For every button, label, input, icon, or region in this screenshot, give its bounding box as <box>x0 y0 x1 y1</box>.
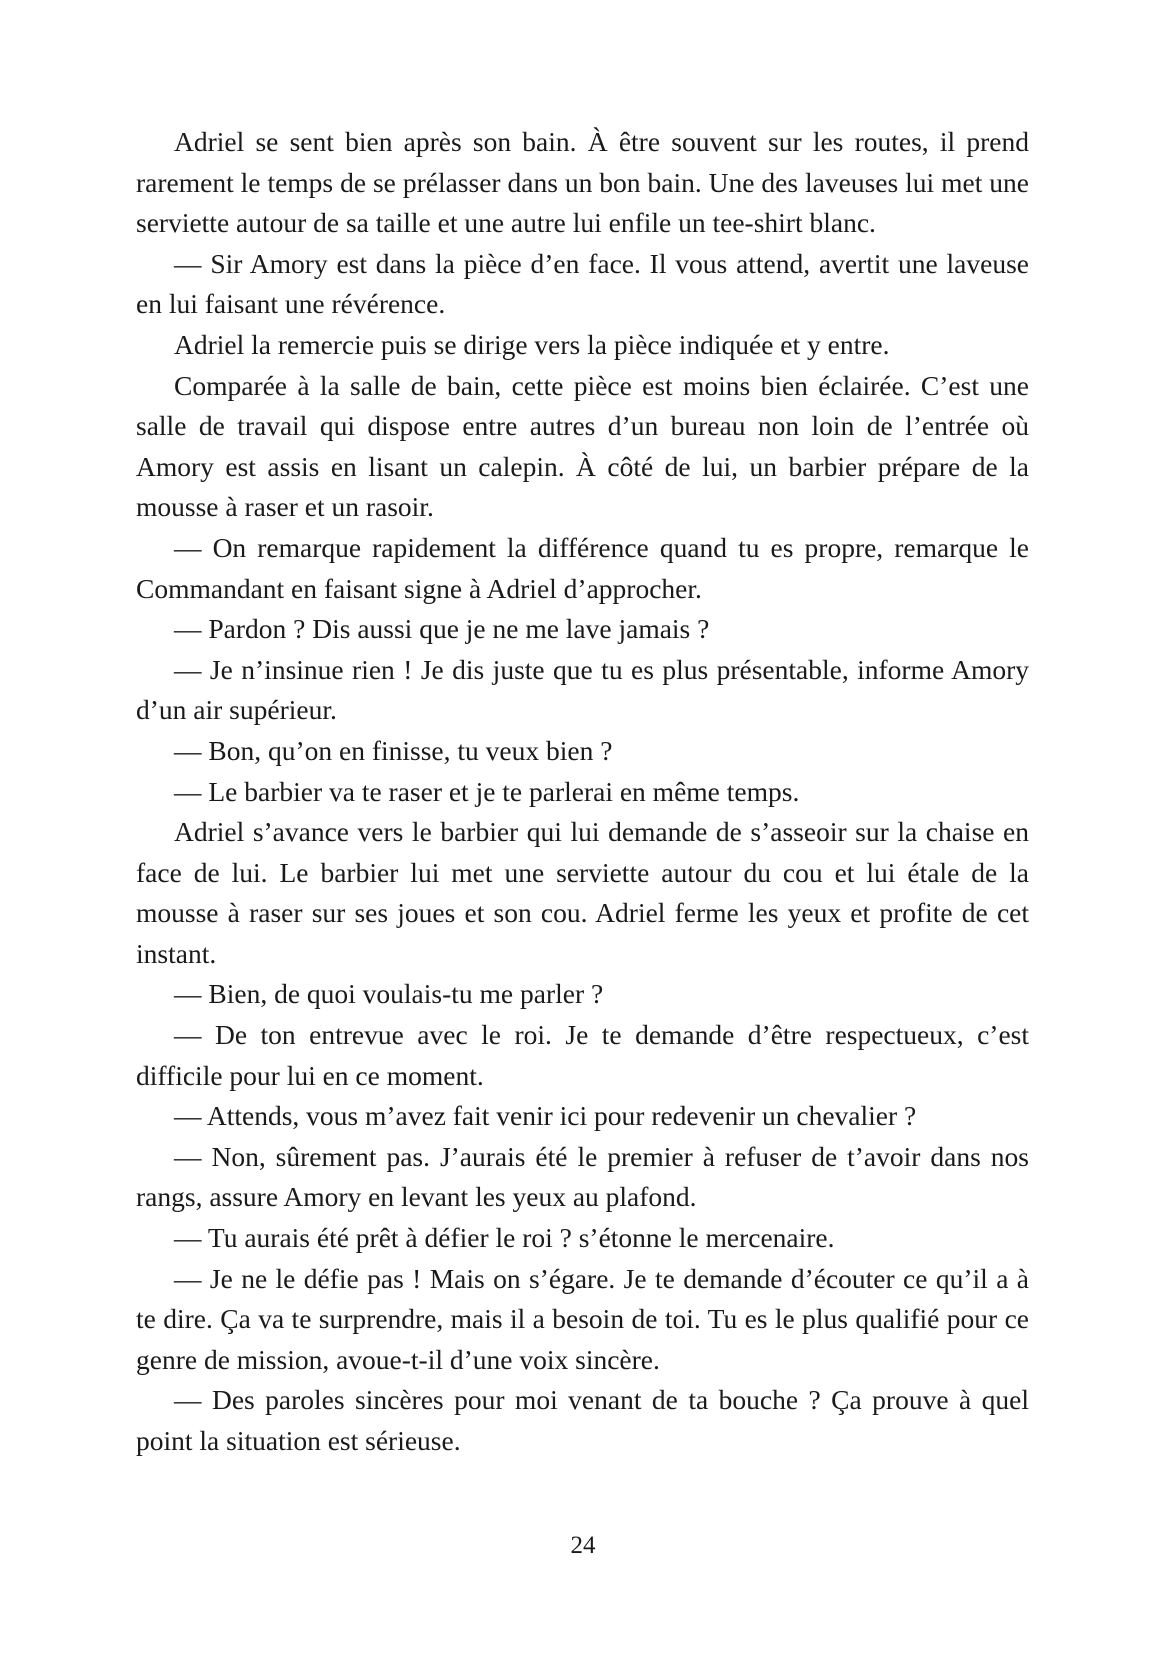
paragraph: — Je ne le défie pas ! Mais on s’égare. Je te demande d’écouter ce qu’il a à te dire. Ça va te surprendre, mais il a besoin de toi. Tu es le plus qualifié pour ce genre de mission, avoue-t-il d’une voix sincère. <box>136 1262 1029 1375</box>
paragraph: — Non, sûrement pas. J’aurais été le premier à refuser de t’avoir dans nos rangs, assure Amory en levant les yeux au plafond. <box>136 1140 1029 1213</box>
paragraph: — Je n’insinue rien ! Je dis juste que tu es plus présentable, informe Amory d’un air supérieur. <box>136 653 1029 726</box>
page-number: 24 <box>570 1532 596 1559</box>
paragraph: Adriel s’avance vers le barbier qui lui demande de s’asseoir sur la chaise en face de lui. Le barbier lui met une serviette autour du cou et lui étale de la mousse à raser sur ses joues et son cou. Adriel ferme les yeux et profite de cet instant. <box>136 816 1029 969</box>
paragraph: — De ton entrevue avec le roi. Je te demande d’être respectueux, c’est difficile pour lui en ce moment. <box>136 1019 1029 1091</box>
paragraph: Adriel se sent bien après son bain. À être souvent sur les routes, il prend rarement le temps de se prélasser dans un bon bain. Une des laveuses lui met une serviette autour de sa taille et une autre lui enfile un tee-shirt blanc. <box>136 126 1029 239</box>
paragraph: Adriel la remercie puis se dirige vers la pièce indiquée et y entre. <box>174 328 890 360</box>
body-text <box>136 122 1029 1462</box>
paragraph: — Pardon ? Dis aussi que je ne me lave jamais ? <box>174 613 710 645</box>
paragraph: — Attends, vous m’avez fait venir ici pour redevenir un chevalier ? <box>174 1100 917 1132</box>
paragraph: — Sir Amory est dans la pièce d’en face. Il vous attend, avertit une laveuse en lui faisant une révérence. <box>136 247 1029 320</box>
paragraph: — Bien, de quoi voulais-tu me parler ? <box>174 978 604 1010</box>
paragraph: — Des paroles sincères pour moi venant de ta bouche ? Ça prouve à quel point la situation est sérieuse. <box>136 1384 1029 1456</box>
paragraph: — Le barbier va te raser et je te parlerai en même temps. <box>174 775 800 807</box>
paragraph: — Tu aurais été prêt à défier le roi ? s’étonne le mercenaire. <box>174 1222 835 1254</box>
paragraph: — On remarque rapidement la différence quand tu es propre, remarque le Commandant en faisant signe à Adriel d’approcher. <box>136 531 1029 604</box>
paragraph: Comparée à la salle de bain, cette pièce est moins bien éclairée. C’est une salle de travail qui dispose entre autres d’un bureau non loin de l’entrée où Amory est assis en lisant un calepin. À côté de lui, un barbier prépare de la mousse à raser et un rasoir. <box>136 369 1029 523</box>
paragraph: — Bon, qu’on en finisse, tu veux bien ? <box>174 734 613 766</box>
